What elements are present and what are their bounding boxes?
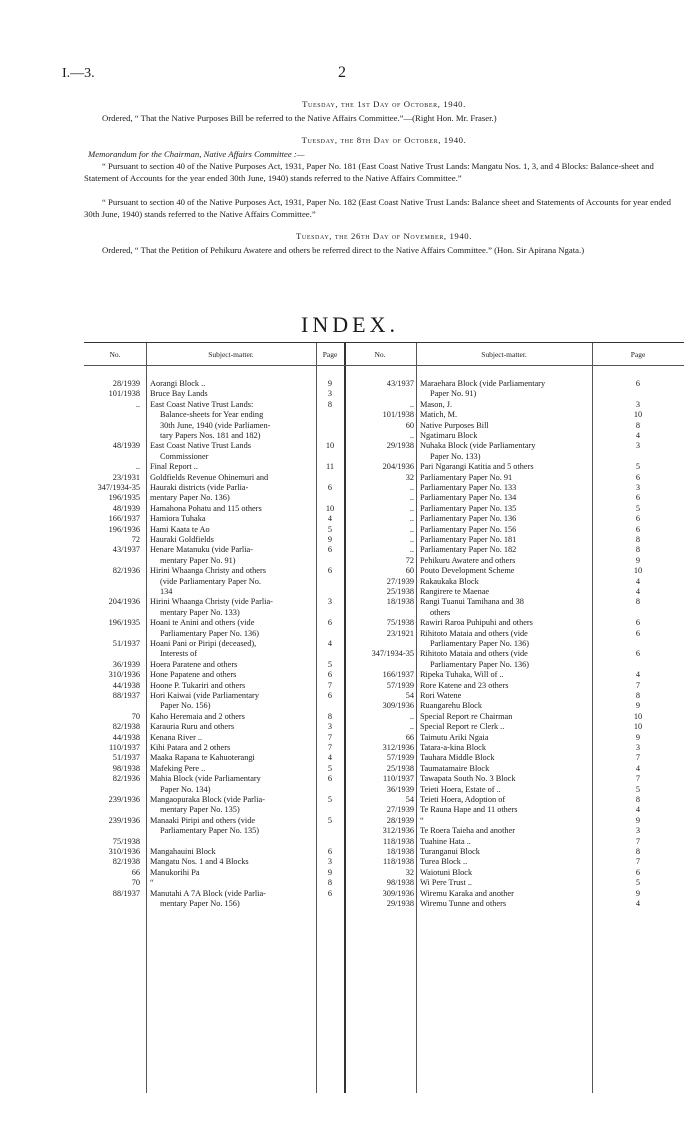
- entry-subject: (vide Parliamentary Paper No.: [160, 576, 261, 586]
- entry-page: 8: [327, 711, 333, 721]
- entry-subject: Rangi Tuanui Tamihana and 38: [420, 597, 524, 607]
- entry-page: 8: [635, 545, 641, 555]
- entry-subject: Rihitoto Mataia and others (vide: [420, 628, 528, 638]
- entry-subject: Parliamentary Paper No. 134: [420, 493, 517, 503]
- entry-number: 60: [405, 420, 414, 430]
- header-subject: Subject-matter.: [481, 350, 527, 359]
- entry-subject: Tatara-a-kina Block: [420, 743, 486, 752]
- entry-subject: Rori Watene: [420, 691, 462, 700]
- entry-subject: Ngatimaru Block: [420, 431, 478, 440]
- order-1: Ordered, “ That the Native Purposes Bill be referred to the Native Affairs Committee.”—(Right Hon. Mr. Fraser.): [102, 113, 497, 123]
- entry-number: 29/1938: [386, 899, 414, 908]
- header-no: No.: [109, 350, 121, 359]
- entry-number: ..: [409, 545, 414, 555]
- entry-page: 4: [635, 899, 641, 908]
- entry-number: ..: [409, 399, 414, 409]
- entry-page: 5: [327, 795, 333, 804]
- index-title: INDEX.: [301, 312, 399, 337]
- entry-number: ..: [409, 503, 414, 513]
- entry-page: 6: [635, 524, 641, 534]
- entry-number: 82/1938: [112, 722, 140, 732]
- entry-number: 66: [405, 732, 414, 742]
- entry-page: 5: [635, 462, 641, 472]
- entry-number: 25/1938: [386, 587, 414, 596]
- entry-subject: mentary Paper No. 91): [160, 555, 236, 565]
- entry-number: 239/1936: [108, 795, 140, 804]
- entry-subject: Hamiora Tuhaka: [150, 514, 206, 524]
- entry-page: 6: [327, 545, 333, 555]
- entry-subject: mentary Paper No. 136): [150, 493, 230, 503]
- entry-subject: mentary Paper No. 133): [160, 607, 240, 617]
- entry-number: 118/1938: [382, 857, 414, 867]
- entry-subject: Final Report ..: [150, 462, 198, 472]
- entry-number: 32: [405, 472, 414, 482]
- entry-page: 6: [635, 493, 641, 503]
- entry-subject: Parliamentary Paper No. 135): [160, 826, 260, 836]
- entry-subject: Mason, J.: [420, 399, 453, 409]
- entry-subject: 30th June, 1940 (vide Parliamen-: [160, 420, 271, 430]
- entry-subject: Wiremu Karaka and another: [420, 888, 514, 898]
- entry-number: 82/1936: [112, 774, 140, 784]
- entry-page: 6: [327, 847, 333, 856]
- entry-subject: Hoone P. Tukariri and others: [150, 680, 246, 690]
- entry-page: 3: [635, 441, 641, 451]
- entry-page: 8: [635, 597, 641, 607]
- entry-page: 3: [635, 743, 641, 752]
- entry-page: 10: [633, 566, 643, 576]
- entry-page: 9: [635, 815, 641, 825]
- entry-page: 3: [635, 483, 641, 492]
- entry-page: 5: [327, 659, 333, 669]
- entry-subject: Parliamentary Paper No. 181: [420, 535, 517, 544]
- entry-page: 10: [633, 410, 643, 420]
- entry-page: 4: [635, 587, 641, 596]
- entry-page: 9: [327, 867, 333, 877]
- entry-subject: Manaaki Piripi and others (vide: [150, 815, 256, 825]
- entry-page: 4: [327, 514, 333, 524]
- entry-subject: “: [420, 815, 424, 825]
- entry-subject: Pehikuru Awatere and others: [420, 555, 516, 565]
- entry-subject: Special Report re Chairman: [420, 711, 513, 721]
- entry-page: 8: [635, 847, 641, 856]
- entry-page: 4: [635, 431, 641, 440]
- entry-subject: “: [150, 878, 154, 888]
- entry-subject: Karauria Ruru and others: [150, 722, 235, 732]
- entry-number: 166/1937: [108, 514, 140, 524]
- entry-number: 347/1934-35: [371, 649, 414, 659]
- entry-page: 5: [327, 524, 333, 534]
- column-rule: [146, 343, 147, 1093]
- entry-subject: Taumatamaire Block: [420, 763, 490, 773]
- date-heading-1: Tuesday, the 1st Day of October, 1940.: [302, 99, 466, 109]
- entry-subject: East Coast Native Trust Lands: [150, 441, 251, 451]
- entry-subject: Mahia Block (vide Parliamentary: [150, 774, 261, 784]
- entry-number: 72: [131, 535, 140, 544]
- entry-number: 82/1938: [112, 857, 140, 867]
- entry-number: 309/1936: [382, 888, 414, 898]
- entry-number: ..: [409, 514, 414, 524]
- entry-number: ..: [409, 722, 414, 732]
- entry-number: 75/1938: [112, 836, 140, 846]
- entry-number: 25/1938: [386, 763, 414, 773]
- entry-subject: others: [430, 607, 451, 617]
- entry-page: 7: [635, 753, 641, 763]
- date-heading-2: Tuesday, the 8th Day of October, 1940.: [301, 135, 467, 145]
- entry-subject: East Coast Native Trust Lands:: [150, 399, 254, 409]
- entry-page: 6: [635, 628, 641, 638]
- header-rule: [84, 365, 684, 366]
- entry-subject: Parliamentary Paper No. 133: [420, 483, 517, 492]
- header-page: Page: [630, 350, 646, 359]
- memo-paragraph-2: “ Pursuant to section 40 of the Native Purposes Act, 1931, Paper No. 182 (East Coast Native Trust Lands: Balance sheet and Statements of Accounts for year ended 30th June, 1940) stands referred to the Native Affairs Committee.”: [84, 197, 671, 219]
- entry-subject: Wi Pere Trust ..: [420, 878, 472, 888]
- entry-page: 3: [635, 399, 641, 409]
- entry-page: 10: [633, 722, 643, 732]
- entry-subject: Bruce Bay Lands: [150, 389, 208, 399]
- entry-subject: Aorangi Block ..: [150, 379, 206, 388]
- entry-subject: Turea Block ..: [420, 857, 468, 867]
- entry-number: ..: [409, 535, 414, 544]
- entry-subject: Rawiri Raroa Puhipuhi and others: [420, 618, 533, 628]
- entry-page: 11: [326, 462, 334, 472]
- header-page: Page: [322, 350, 338, 359]
- entry-page: 4: [635, 805, 641, 815]
- entry-subject: Maaka Rapana te Kahuoterangi: [150, 753, 255, 763]
- entry-subject: Rihitoto Mataia and others (vide: [420, 649, 528, 659]
- entry-subject: Turanganui Block: [420, 847, 480, 856]
- entry-number: 44/1938: [112, 680, 140, 690]
- entry-number: ..: [135, 462, 140, 472]
- entry-number: ..: [409, 711, 414, 721]
- entry-page: 3: [635, 826, 641, 836]
- entry-page: 6: [327, 670, 333, 680]
- entry-number: 310/1936: [108, 670, 140, 680]
- entry-number: 101/1938: [108, 389, 140, 399]
- date-heading-3: Tuesday, the 26th Day of November, 1940.: [295, 231, 473, 241]
- entry-number: 118/1938: [382, 836, 414, 846]
- entry-subject: Paper No. 91): [430, 389, 477, 399]
- series-reference: I.—3.: [62, 66, 95, 81]
- entry-page: 6: [327, 691, 333, 700]
- entry-subject: Wiremu Tunne and others: [420, 899, 507, 908]
- entry-number: 196/1935: [108, 493, 140, 503]
- entry-subject: Interests of: [160, 649, 198, 659]
- entry-page: 8: [635, 691, 641, 700]
- entry-subject: Hirini Whaanga Christy (vide Parlia-: [150, 597, 273, 607]
- entry-subject: Manutahi A 7A Block (vide Parlia-: [150, 888, 266, 898]
- entry-page: 5: [635, 784, 641, 794]
- entry-number: 196/1935: [108, 618, 140, 628]
- entry-number: 27/1939: [386, 805, 414, 815]
- entry-subject: Waiotuni Block: [420, 867, 473, 877]
- entry-number: 110/1937: [108, 743, 140, 752]
- entry-number: 88/1937: [112, 888, 140, 898]
- entry-number: 36/1939: [386, 784, 414, 794]
- entry-number: 27/1939: [386, 576, 414, 586]
- entry-subject: Hamahona Pohatu and 115 others: [150, 503, 262, 513]
- entry-number: 239/1936: [108, 815, 140, 825]
- entry-number: 54: [405, 691, 414, 700]
- entry-subject: Tuahine Hata ..: [420, 836, 471, 846]
- entry-subject: Kaho Heremaia and 2 others: [150, 711, 245, 721]
- entry-page: 4: [635, 576, 641, 586]
- entry-page: 8: [635, 535, 641, 544]
- entry-page: 5: [635, 878, 641, 888]
- entry-page: 5: [327, 815, 333, 825]
- entry-page: 6: [327, 774, 333, 784]
- entry-subject: Te Rauna Hape and 11 others: [420, 805, 518, 815]
- entry-page: 3: [327, 597, 333, 607]
- entry-subject: Kenana River ..: [150, 732, 203, 742]
- entry-subject: Matich, M.: [420, 410, 458, 420]
- entry-subject: mentary Paper No. 156): [160, 899, 240, 908]
- entry-page: 9: [635, 701, 641, 711]
- entry-page: 4: [327, 753, 333, 763]
- entry-number: 309/1936: [382, 701, 414, 711]
- entry-number: 72: [405, 555, 414, 565]
- entry-subject: Hirini Whaanga Christy and others: [150, 566, 266, 576]
- index-table: [84, 342, 684, 1093]
- entry-page: 6: [327, 483, 333, 492]
- entry-subject: Native Purposes Bill: [420, 420, 489, 430]
- entry-number: 18/1938: [386, 847, 414, 856]
- entry-subject: Hauraki districts (vide Parlia-: [150, 483, 249, 492]
- entry-subject: Goldfields Revenue Ohinemuri and: [150, 472, 269, 482]
- entry-subject: Rangirere te Maenae: [420, 587, 490, 596]
- entry-subject: Parliamentary Paper No. 182: [420, 545, 517, 555]
- entry-subject: Special Report re Clerk ..: [420, 722, 505, 732]
- entry-page: 9: [327, 535, 333, 544]
- entry-subject: Hori Kaiwai (vide Parliamentary: [150, 691, 259, 700]
- page-number: 2: [338, 64, 346, 81]
- entry-number: ..: [409, 524, 414, 534]
- entry-page: 4: [635, 763, 641, 773]
- entry-number: 28/1939: [112, 379, 140, 388]
- entry-subject: Ruangarehu Block: [420, 701, 482, 711]
- entry-subject: Te Roera Taieha and another: [420, 826, 515, 836]
- entry-subject: Parliamentary Paper No. 136): [160, 628, 260, 638]
- memo-paragraph-1: “ Pursuant to section 40 of the Native Purposes Act, 1931, Paper No. 181 (East Coast Native Trust Lands: Mangatu Nos. 1, 3, and 4 Blocks: Balance-sheet and Statement of Accounts for the year ended 30th June, 1940) stands referred to the Native Affairs Committee.”: [84, 161, 654, 183]
- entry-page: 4: [635, 670, 641, 680]
- entry-number: 51/1937: [112, 753, 140, 763]
- entry-page: 5: [635, 503, 641, 513]
- entry-number: 36/1939: [112, 659, 140, 669]
- entry-number: 75/1938: [386, 618, 414, 628]
- entry-number: 98/1938: [112, 763, 140, 773]
- entry-number: 57/1939: [386, 753, 414, 763]
- entry-page: 8: [635, 420, 641, 430]
- entry-page: 6: [635, 618, 641, 628]
- header-subject: Subject-matter.: [208, 350, 254, 359]
- entry-number: 44/1938: [112, 732, 140, 742]
- entry-subject: Paper No. 133): [430, 451, 481, 461]
- entry-number: 23/1931: [112, 472, 140, 482]
- entry-page: 6: [327, 618, 333, 628]
- entry-subject: Mafeking Pere ..: [150, 763, 206, 773]
- entry-number: 28/1939: [386, 815, 414, 825]
- entry-page: 3: [327, 857, 333, 867]
- entry-subject: Commissioner: [160, 451, 209, 461]
- entry-page: 5: [327, 763, 333, 773]
- entry-number: 347/1934-35: [97, 483, 140, 492]
- entry-subject: Manukorihi Pa: [150, 867, 200, 877]
- entry-page: 4: [327, 639, 333, 648]
- entry-page: 8: [327, 399, 333, 409]
- entry-subject: mentary Paper No. 135): [160, 805, 240, 815]
- entry-page: 9: [327, 379, 333, 388]
- entry-number: 60: [405, 566, 414, 576]
- entry-subject: Parliamentary Paper No. 136): [430, 639, 530, 648]
- header-no: No.: [374, 350, 386, 359]
- entry-subject: Nuhaka Block (vide Parliamentary: [420, 441, 536, 451]
- entry-subject: Parliamentary Paper No. 156: [420, 524, 517, 534]
- entry-page: 10: [325, 503, 335, 513]
- entry-number: ..: [135, 399, 140, 409]
- entry-subject: Hone Papatene and others: [150, 670, 237, 680]
- entry-number: 98/1938: [386, 878, 414, 888]
- entry-subject: tary Papers Nos. 181 and 182): [160, 431, 261, 440]
- entry-subject: Maraehara Block (vide Parliamentary: [420, 379, 546, 388]
- entry-number: 204/1936: [382, 462, 414, 472]
- entry-number: 310/1936: [108, 847, 140, 856]
- entry-page: 9: [635, 732, 641, 742]
- entry-page: 9: [635, 555, 641, 565]
- entry-number: ..: [409, 493, 414, 503]
- entry-subject: Balance-sheets for Year ending: [160, 410, 264, 420]
- entry-subject: Parliamentary Paper No. 135: [420, 503, 517, 513]
- entry-subject: Pari Ngarangi Katitia and 5 others: [420, 462, 534, 472]
- entry-page: 7: [635, 836, 641, 846]
- entry-number: ..: [409, 431, 414, 440]
- entry-subject: Hoani te Anini and others (vide: [150, 618, 255, 628]
- entry-subject: Taimutu Ariki Ngaia: [420, 732, 489, 742]
- entry-page: 6: [327, 566, 333, 576]
- entry-number: 48/1939: [112, 441, 140, 451]
- entry-page: 6: [635, 379, 641, 388]
- entry-page: 3: [327, 389, 333, 399]
- entry-number: 29/1938: [386, 441, 414, 451]
- entry-page: 6: [327, 888, 333, 898]
- entry-page: 7: [327, 732, 333, 742]
- entry-page: 7: [635, 774, 641, 784]
- entry-number: 18/1938: [386, 597, 414, 607]
- order-2: Ordered, “ That the Petition of Pehikuru Awatere and others be referred direct to the Native Affairs Committee.” (Hon. Sir Apirana Ngata.): [102, 245, 585, 255]
- entry-page: 9: [635, 888, 641, 898]
- entry-page: 3: [327, 722, 333, 732]
- entry-subject: 134: [160, 587, 173, 596]
- entry-page: 6: [635, 649, 641, 659]
- entry-subject: Parliamentary Paper No. 136): [430, 659, 530, 669]
- entry-subject: Pouto Development Scheme: [420, 566, 515, 576]
- entry-subject: Rakaukaka Block: [420, 576, 479, 586]
- entry-number: 54: [405, 795, 414, 804]
- entry-number: 23/1921: [386, 628, 414, 638]
- entry-number: ..: [409, 483, 414, 492]
- entry-number: 88/1937: [112, 691, 140, 700]
- entry-number: 101/1938: [382, 410, 414, 420]
- entry-number: 312/1936: [382, 743, 414, 752]
- entry-page: 8: [327, 878, 333, 888]
- entry-subject: Teieti Hoera, Adoption of: [420, 795, 506, 804]
- entry-page: 7: [327, 743, 333, 752]
- entry-page: 7: [327, 680, 333, 690]
- memorandum-heading: Memorandum for the Chairman, Native Affairs Committee :—: [88, 149, 305, 159]
- entry-subject: Tauhara Middle Block: [420, 753, 495, 763]
- entry-number: 204/1936: [108, 597, 140, 607]
- entry-number: 82/1936: [112, 566, 140, 576]
- entry-page: 6: [635, 472, 641, 482]
- entry-subject: Hami Kaata te Ao: [150, 524, 210, 534]
- entry-number: 110/1937: [382, 774, 414, 784]
- entry-subject: Hauraki Goldfields: [150, 535, 214, 544]
- entry-subject: Hoani Pani or Piripi (deceased),: [150, 639, 257, 648]
- entry-subject: Mangahauini Block: [150, 847, 216, 856]
- entry-subject: Tawapata South No. 3 Block: [420, 774, 516, 784]
- column-rule: [416, 343, 417, 1093]
- entry-subject: Hoera Paratene and others: [150, 659, 238, 669]
- entry-page: 8: [635, 795, 641, 804]
- entry-number: 196/1936: [108, 524, 140, 534]
- entry-subject: Paper No. 156): [160, 701, 211, 711]
- entry-page: 6: [635, 867, 641, 877]
- entry-subject: Mangaopuraka Block (vide Parlia-: [150, 795, 265, 804]
- entry-subject: Parliamentary Paper No. 136: [420, 514, 517, 524]
- entry-number: 166/1937: [382, 670, 414, 680]
- entry-number: 57/1939: [386, 680, 414, 690]
- entry-page: 7: [635, 680, 641, 690]
- entry-number: 70: [131, 711, 140, 721]
- entry-subject: Parliamentary Paper No. 91: [420, 472, 513, 482]
- entry-number: 70: [131, 878, 140, 888]
- entry-number: 312/1936: [382, 826, 414, 836]
- entry-page: 6: [635, 514, 641, 524]
- entry-number: 43/1937: [386, 379, 414, 388]
- entry-number: 66: [131, 867, 140, 877]
- entry-page: 10: [633, 711, 643, 721]
- entry-subject: Rore Katene and 23 others: [420, 680, 509, 690]
- entry-subject: Teieti Hoera, Estate of ..: [420, 784, 501, 794]
- entry-number: 48/1939: [112, 503, 140, 513]
- entry-subject: Kihi Patara and 2 others: [150, 743, 231, 752]
- entry-number: 32: [405, 867, 414, 877]
- entry-subject: Ripeka Tuhaka, Will of ..: [420, 670, 504, 680]
- entry-page: 7: [635, 857, 641, 867]
- entry-number: 43/1937: [112, 545, 140, 555]
- entry-subject: Henare Matanuku (vide Parlia-: [150, 545, 253, 555]
- entry-page: 10: [325, 441, 335, 451]
- entry-number: 51/1937: [112, 639, 140, 648]
- entry-subject: Mangatu Nos. 1 and 4 Blocks: [150, 857, 249, 867]
- entry-subject: Paper No. 134): [160, 784, 211, 794]
